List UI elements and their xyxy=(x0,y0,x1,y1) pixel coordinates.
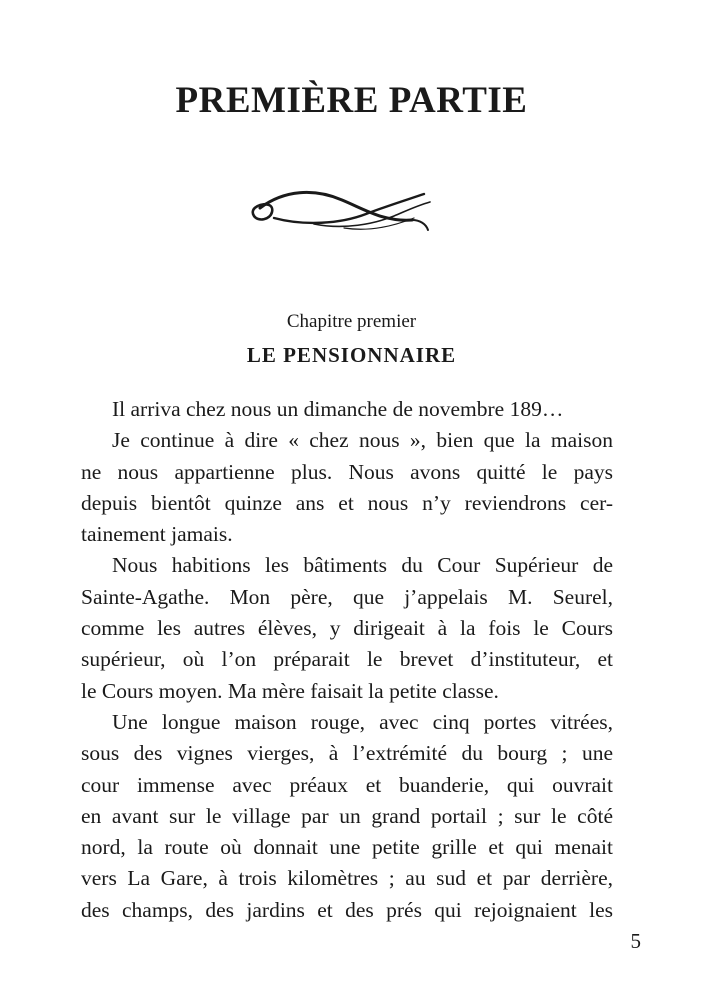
chapter-title: LE PENSIONNAIRE xyxy=(246,343,457,367)
text-line: comme les autres élèves, y dirigeait à la fois le Cours xyxy=(81,616,613,641)
text-line: des champs, des jardins et des prés qui rejoignaient les xyxy=(81,897,613,922)
text-line: tainement jamais. xyxy=(81,522,233,547)
text-line: cour immense avec préaux et buanderie, qui ouvrait xyxy=(81,772,613,797)
text-line: supérieur, où l’on préparait le brevet d’instituteur, et xyxy=(81,647,613,672)
part-title: PREMIÈRE PARTIE xyxy=(175,80,528,121)
page-number: 5 xyxy=(630,929,641,953)
text-line: depuis bientôt quinze ans et nous n’y reviendrons cer- xyxy=(81,490,613,515)
chapter-label: Chapitre premier xyxy=(286,311,417,332)
flourish-ornament-icon xyxy=(244,180,436,238)
text-line: vers La Gare, à trois kilomètres ; au sud et par derrière, xyxy=(81,866,613,891)
text-line: Une longue maison rouge, avec cinq portes vitrées, xyxy=(112,709,613,734)
text-line: Sainte-Agathe. Mon père, que j’appelais M. Seurel, xyxy=(81,584,613,609)
text-line: Nous habitions les bâtiments du Cour Supérieur de xyxy=(112,553,613,578)
text-line: le Cours moyen. Ma mère faisait la petite classe. xyxy=(81,678,499,703)
text-line: ne nous appartienne plus. Nous avons quitté le pays xyxy=(81,459,613,484)
text-line: en avant sur le village par un grand portail ; sur le côté xyxy=(81,803,613,828)
text-line: nord, la route où donnait une petite grille et qui menait xyxy=(81,835,613,860)
body-text xyxy=(81,394,613,926)
text-line: Je continue à dire « chez nous », bien que la maison xyxy=(112,428,613,453)
text-line: sous des vignes vierges, à l’extrémité du bourg ; une xyxy=(81,741,613,766)
text-line: Il arriva chez nous un dimanche de novembre 189… xyxy=(112,397,564,421)
